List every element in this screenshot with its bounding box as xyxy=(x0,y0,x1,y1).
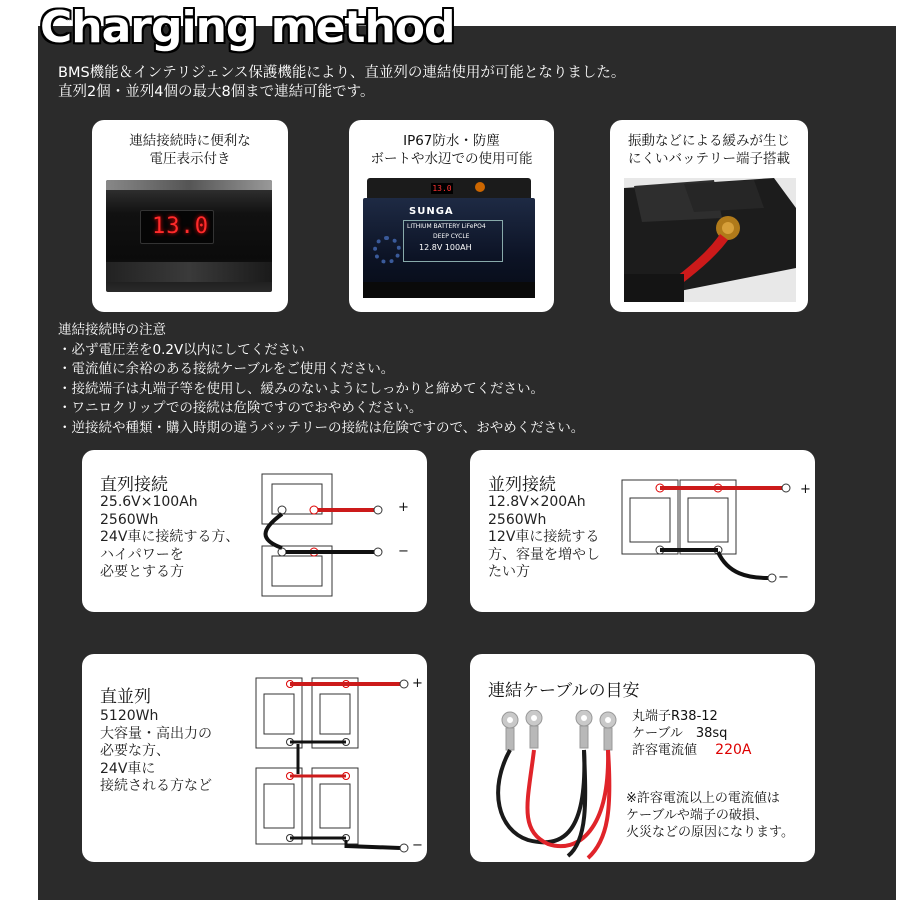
series-parallel-plus: + xyxy=(412,676,423,691)
notes-heading: 連結接続時の注意 xyxy=(58,322,166,338)
series-parallel-card xyxy=(82,654,427,862)
desc-line: 25.6V×100Ah xyxy=(100,494,198,510)
feature-caption-3 xyxy=(610,132,808,168)
intro-line-1: BMS機能＆インテリジェンス保護機能により、直並列の連結使用が可能となりました。 xyxy=(58,65,626,81)
series-minus: − xyxy=(398,544,409,559)
parallel-desc xyxy=(488,494,600,582)
voltage-display-photo xyxy=(106,180,272,292)
desc-line: 2560Wh xyxy=(488,511,547,528)
desc-line: ハイパワーを xyxy=(100,546,184,563)
desc-line: 12.8V×200Ah xyxy=(488,494,586,510)
battery-base xyxy=(363,282,535,298)
cable-spec-1: 丸端子R38-12 xyxy=(632,709,718,724)
desc-line: 方、容量を増やし xyxy=(488,546,600,563)
caption-line: 電圧表示付き xyxy=(149,151,231,167)
notes-section xyxy=(58,321,584,438)
intro-line-2: 直列2個・並列4個の最大8個まで連結可能です。 xyxy=(58,84,375,100)
desc-line: 12V車に接続する xyxy=(488,529,600,545)
battery-label-1: LITHIUM BATTERY LiFePO4 xyxy=(407,223,486,230)
cable-spec-3 xyxy=(632,742,751,759)
desc-line: 大容量・高出力の xyxy=(100,725,212,742)
cable-spec-3-value: 220A xyxy=(715,742,752,758)
battery-label-3: 12.8V 100AH xyxy=(419,243,472,252)
caption-line: にくいバッテリー端子搭載 xyxy=(628,151,790,167)
desc-line: 5120Wh xyxy=(100,708,159,724)
cable-spec-2: ケーブル 38sq xyxy=(632,726,728,741)
photo-reflection xyxy=(106,262,272,282)
cable-spec-3-label: 許容電流値 xyxy=(632,743,698,758)
notes-item: ・接続端子は丸端子等を使用し、緩みのないようにしっかりと締めてください。 xyxy=(58,380,544,397)
caption-line: 振動などによる緩みが生じ xyxy=(628,133,790,149)
series-parallel-desc xyxy=(100,708,212,796)
feature-caption-1 xyxy=(92,132,288,168)
parallel-title: 並列接続 xyxy=(488,475,556,495)
series-card xyxy=(82,450,427,612)
series-diagram xyxy=(258,470,408,598)
parallel-diagram xyxy=(618,474,798,594)
cable-specs xyxy=(632,708,751,759)
cable-warning-line: ケーブルや端子の破損、 xyxy=(626,808,768,823)
battery-display: 13.0 xyxy=(432,184,452,193)
battery-terminal-icon xyxy=(475,182,485,192)
series-parallel-minus: − xyxy=(412,838,423,853)
parallel-minus: − xyxy=(778,570,789,585)
feature-caption-2 xyxy=(349,132,554,168)
terminal-photo xyxy=(624,178,796,302)
battery-brand: SUNGA xyxy=(409,206,454,217)
cable-warning-line: 火災などの原因になります。 xyxy=(626,825,794,840)
page-title: Charging method xyxy=(40,2,455,53)
series-desc xyxy=(100,494,239,582)
photo-highlight xyxy=(106,180,272,190)
cable-warning xyxy=(626,790,794,841)
intro-text xyxy=(58,64,625,102)
led-display-value: 13.0 xyxy=(152,214,209,239)
parallel-plus: + xyxy=(800,482,811,497)
series-title: 直列接続 xyxy=(100,475,168,495)
desc-line: 接続される方など xyxy=(100,778,212,794)
feature-card-voltage xyxy=(92,120,288,312)
series-parallel-title: 直並列 xyxy=(100,687,151,707)
series-parallel-diagram xyxy=(252,668,424,854)
cable-photo xyxy=(488,710,628,860)
caption-line: ボートや水辺での使用可能 xyxy=(370,151,533,167)
desc-line: 必要とする方 xyxy=(100,564,184,580)
battery-label-2: DEEP CYCLE xyxy=(433,233,470,240)
notes-item: ・ワニロクリップでの接続は危険ですのでおやめください。 xyxy=(58,400,423,416)
notes-item: ・必ず電圧差を0.2V以内にしてください xyxy=(58,341,305,358)
feature-card-terminal xyxy=(610,120,808,312)
desc-line: 必要な方、 xyxy=(100,743,170,759)
parallel-card xyxy=(470,450,815,612)
series-plus: + xyxy=(398,500,409,515)
cable-title: 連結ケーブルの目安 xyxy=(488,681,640,701)
caption-line: IP67防水・防塵 xyxy=(403,133,500,149)
notes-item: ・電流値に余裕のある接続ケーブルをご使用ください。 xyxy=(58,361,395,377)
caption-line: 連結接続時に便利な xyxy=(129,133,251,149)
gear-icon xyxy=(373,236,401,264)
battery-photo xyxy=(363,178,535,298)
desc-line: 24V車に xyxy=(100,760,156,777)
desc-line: 2560Wh xyxy=(100,511,159,528)
cable-card xyxy=(470,654,815,862)
cable-warning-line: ※許容電流以上の電流値は xyxy=(626,791,780,806)
desc-line: たい方 xyxy=(488,564,530,580)
feature-card-waterproof xyxy=(349,120,554,312)
desc-line: 24V車に接続する方、 xyxy=(100,529,240,545)
notes-item: ・逆接続や種類・購入時期の違うバッテリーの接続は危険ですので、おやめください。 xyxy=(58,419,585,436)
